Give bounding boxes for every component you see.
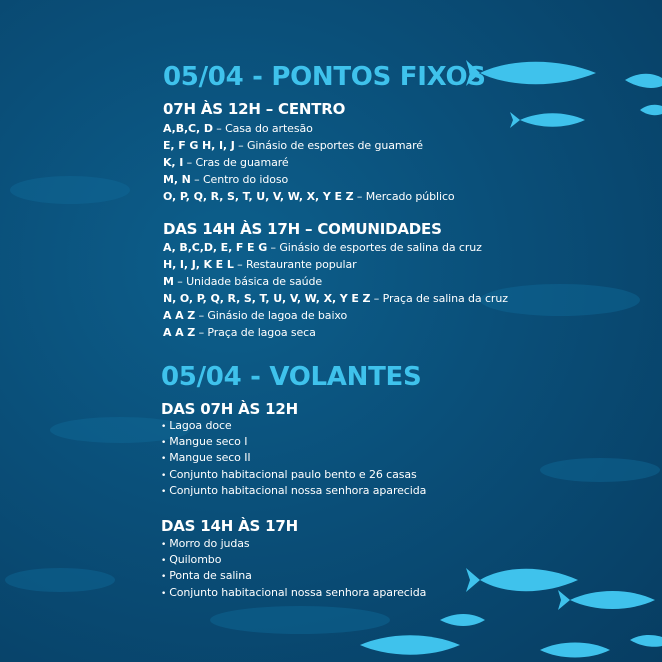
bullet-icon: • xyxy=(161,556,167,567)
location-name: Ginásio de esportes de guamaré xyxy=(246,139,423,152)
group-codes: K, I xyxy=(163,156,184,169)
bullet-icon: • xyxy=(161,438,167,449)
bullet-icon: • xyxy=(161,540,167,550)
group-codes: A A Z xyxy=(163,326,196,339)
list-item: N, O, P, Q, R, S, T, U, V, W, X, Y E Z – Praça de salina da cruz xyxy=(163,292,508,305)
group-codes: E, F G H, I, J xyxy=(163,139,235,152)
group-codes: N, O, P, Q, R, S, T, U, V, W, X, Y E Z xyxy=(163,292,371,305)
location-name: Ginásio de lagoa de baixo xyxy=(207,309,348,322)
location-name: Mangue seco II xyxy=(169,451,251,465)
location-name: Mercado público xyxy=(365,190,455,203)
bullet-icon: • xyxy=(161,486,167,497)
bullet-icon: • xyxy=(161,470,167,481)
location-name: Centro do idoso xyxy=(202,173,289,186)
mobile-afternoon-list xyxy=(161,536,426,601)
group-codes: O, P, Q, R, S, T, U, V, W, X, Y E Z xyxy=(163,190,354,203)
list-item xyxy=(161,434,426,450)
fixed-afternoon-heading: DAS 14H ÀS 17H – COMUNIDADES xyxy=(163,220,442,238)
list-item: O, P, Q, R, S, T, U, V, W, X, Y E Z – Mercado público xyxy=(163,190,455,203)
fixed-morning-list xyxy=(163,120,455,205)
fixed-points-title: 05/04 - PONTOS FIXOS xyxy=(163,62,486,92)
location-name: Quilombo xyxy=(169,553,222,567)
list-item xyxy=(161,418,426,434)
location-name: Conjunto habitacional paulo bento e 26 casas xyxy=(169,467,417,481)
list-item: H, I, J, K E L – Restaurante popular xyxy=(163,258,357,271)
list-item: A A Z – Praça de lagoa seca xyxy=(163,326,316,339)
mobile-morning-list xyxy=(161,418,426,499)
fixed-afternoon-list xyxy=(163,239,508,341)
bullet-icon: • xyxy=(161,422,167,432)
group-codes: M, N xyxy=(163,173,191,186)
group-codes: H, I, J, K E L xyxy=(163,258,234,271)
list-item xyxy=(161,536,426,552)
list-item xyxy=(161,467,426,483)
list-item xyxy=(161,483,426,499)
group-codes: A, B,C,D, E, F E G xyxy=(163,241,268,254)
location-name: Cras de guamaré xyxy=(195,156,289,169)
location-name: Conjunto habitacional nossa senhora aparecida xyxy=(169,585,427,599)
list-item xyxy=(161,568,426,584)
location-name: Lagoa doce xyxy=(169,419,232,432)
location-name: Praça de salina da cruz xyxy=(382,292,508,305)
mobile-morning-heading: DAS 07H ÀS 12H xyxy=(161,400,298,418)
list-item xyxy=(161,585,426,601)
location-name: Praça de lagoa seca xyxy=(207,326,316,339)
group-codes: A,B,C, D xyxy=(163,122,213,135)
location-name: Conjunto habitacional nossa senhora aparecida xyxy=(169,483,427,497)
mobile-afternoon-heading: DAS 14H ÀS 17H xyxy=(161,517,298,535)
list-item: E, F G H, I, J – Ginásio de esportes de guamaré xyxy=(163,139,423,152)
group-codes: A A Z xyxy=(163,309,196,322)
list-item xyxy=(161,450,426,466)
group-codes: M xyxy=(163,275,174,288)
location-name: Ginásio de esportes de salina da cruz xyxy=(279,241,482,254)
fixed-morning-heading: 07H ÀS 12H – CENTRO xyxy=(163,100,346,118)
list-item: A, B,C,D, E, F E G – Ginásio de esportes de salina da cruz xyxy=(163,241,482,254)
location-name: Unidade básica de saúde xyxy=(186,275,323,288)
list-item xyxy=(161,552,426,568)
list-item: A,B,C, D – Casa do artesão xyxy=(163,122,313,135)
location-name: Restaurante popular xyxy=(245,258,357,271)
bullet-icon: • xyxy=(161,588,167,599)
bullet-icon: • xyxy=(161,572,167,583)
list-item: M, N – Centro do idoso xyxy=(163,173,289,186)
mobile-points-title: 05/04 - VOLANTES xyxy=(161,362,422,392)
location-name: Casa do artesão xyxy=(225,122,313,135)
location-name: Ponta de salina xyxy=(169,569,252,583)
list-item: A A Z – Ginásio de lagoa de baixo xyxy=(163,309,348,322)
location-name: Mangue seco I xyxy=(169,435,248,449)
location-name: Morro do judas xyxy=(169,537,250,550)
list-item: K, I – Cras de guamaré xyxy=(163,156,289,169)
list-item: M – Unidade básica de saúde xyxy=(163,275,323,288)
bullet-icon: • xyxy=(161,454,167,465)
